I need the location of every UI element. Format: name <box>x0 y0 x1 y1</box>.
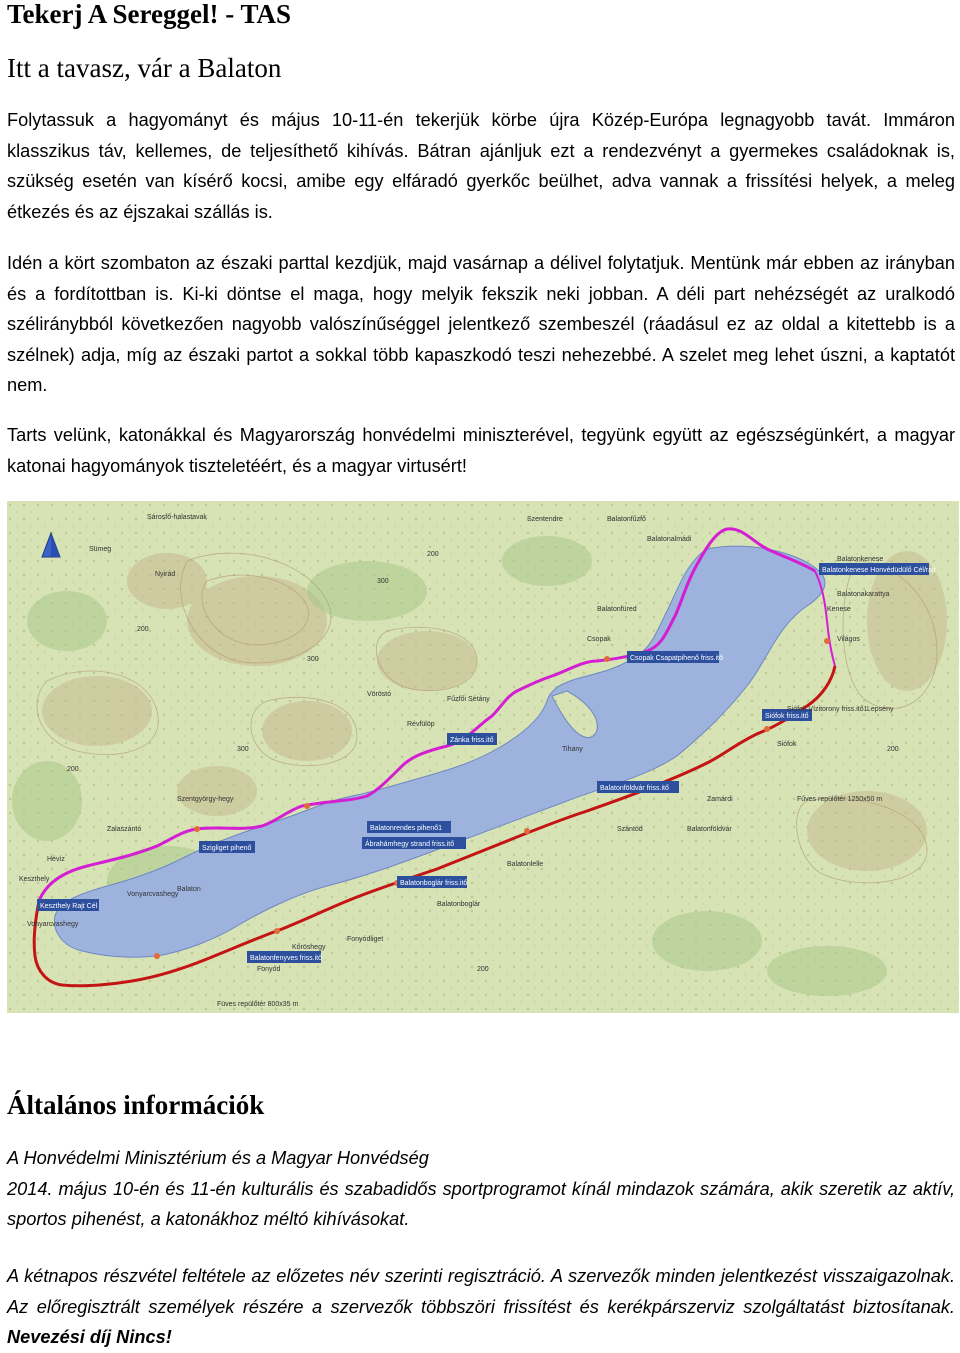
waypoint-flag <box>199 841 255 853</box>
place-label: Tihany <box>562 746 583 753</box>
place-label: Kőröshegy <box>292 944 326 951</box>
place-label: Szántód <box>617 826 643 833</box>
waypoint-label: Keszthely Rajt Cél <box>40 903 98 910</box>
place-label: Siófok <box>777 741 797 748</box>
entry-fee-note: Nevezési díj Nincs! <box>7 1327 172 1347</box>
place-label: Sárosfő-halastavak <box>147 514 207 521</box>
place-label: Révfülöp <box>407 721 435 728</box>
waypoint-flag <box>362 837 466 849</box>
general-info-rest: 2014. május 10-én és 11-én kulturális és szabadidős sportprogramot kínál mindazok számára, akik szeretik az aktív, sportos pihenést, a katonákhoz méltó kihívásokat. <box>7 1178 955 1229</box>
waypoint-flag <box>247 951 322 963</box>
place-label: Balatonkenese <box>837 556 884 563</box>
contour-label: 300 <box>307 656 319 663</box>
contour-label: 200 <box>477 966 489 973</box>
registration-text: A kétnapos részvétel feltétele az előzetes név szerinti regisztráció. A szervezők minden jelentkezést visszaigazolnak. Az előregisztrált személyek részére a szervezők többszöri frissítést és kerékpárszerviz szolgáltatást biztosítanak. <box>7 1266 955 1317</box>
section-heading: Általános információk <box>7 1090 265 1120</box>
place-label: Vonyarcvashegy <box>127 891 179 898</box>
contour-label: 200 <box>137 626 149 633</box>
page-subtitle: Itt a tavasz, vár a Balaton <box>7 53 282 83</box>
contour-label: 200 <box>67 766 79 773</box>
contour-label: 200 <box>427 551 439 558</box>
place-label: Zamárdi <box>707 796 733 803</box>
contour-label: 300 <box>377 578 389 585</box>
waypoint-flag <box>627 651 723 663</box>
place-label: Balatonlelle <box>507 861 544 868</box>
airfield-label: Fűves repülőtér 1250x50 m <box>797 796 883 803</box>
place-label: Balatonalmádi <box>647 536 692 543</box>
place-label: Balatonföldvár <box>687 826 732 833</box>
waypoint-label: Balatonkenese Honvédüdülő Cél/rajt <box>822 567 936 574</box>
registration-paragraph <box>7 1261 955 1353</box>
place-label: Szentgyörgy-hegy <box>177 796 234 803</box>
waypoint-label: Balatonboglár friss.itő <box>400 880 468 887</box>
place-label: Nyirád <box>155 571 176 578</box>
waypoint-flag <box>367 821 451 833</box>
place-label: Fűzfői Sétány <box>447 696 490 703</box>
waypoint-label: Zánka friss.itő <box>450 737 494 744</box>
place-label: Vöröstó <box>367 691 392 698</box>
contour-label: 200 <box>887 746 899 753</box>
general-info-paragraph <box>7 1143 955 1235</box>
place-label: Balatonakarattya <box>837 591 890 598</box>
place-label: Fonyódliget <box>347 936 384 943</box>
waypoint-label: Balatonfenyves friss.itő <box>250 955 322 962</box>
place-label: Sümeg <box>89 546 112 553</box>
place-label: Világos <box>837 636 860 643</box>
place-label: Lepsény <box>867 706 894 713</box>
intro-paragraph-part1: Folytassuk a hagyományt és május 10-11-én tekerjük körbe újra Közép-Európa legnagyobb tavát. Immáron klasszikus táv, kellemes, de teljesíthető kihívás. <box>7 110 955 161</box>
waypoint-label: Ábrahámhegy strand friss.itő <box>365 841 455 848</box>
place-label: Balaton <box>177 886 201 893</box>
place-label: Balatonboglár <box>437 901 481 908</box>
waypoint-label: Szigliget pihenő <box>202 845 252 852</box>
intro-paragraph <box>7 105 955 227</box>
waypoint-label: Siófok friss.itő <box>765 713 809 720</box>
waypoint-flag <box>597 781 679 793</box>
place-label: Keszthely <box>19 876 50 883</box>
waypoint-flag <box>819 563 936 575</box>
place-label: Balatonfüred <box>597 606 637 613</box>
contour-label: 300 <box>237 746 249 753</box>
place-label: Vonyarcvashegy <box>27 921 79 928</box>
airfield-label: Füves repülőtér 800x35 m <box>217 1001 299 1008</box>
page-title: Tekerj A Sereggel! - TAS <box>7 0 291 29</box>
place-label: Siófok Vízitorony friss.itő1 <box>787 706 868 713</box>
place-label: Kenese <box>827 606 851 613</box>
waypoint-label: Balatonrendes pihenő1 <box>370 825 443 832</box>
route-map <box>7 501 959 1013</box>
place-label: Zalaszántó <box>107 826 142 833</box>
route-paragraph: Idén a kört szombaton az északi parttal kezdjük, majd vasárnap a délivel folytatjuk. Mentünk már ebben az irányban és a fordítottban is. Ki-ki döntse el maga, hogy melyik fekszik neki jobban. A déli part nehézségét az uralkodó széliránybból következően nagyobb valószínűséggel jelentkező szembeszél (ráadásul ez az oldal a kitettebb is a szélnek) adja, míg az északi partot a sokkal több kapaszkodó teszi nehezebbé. A szelet meg lehet úszni, a kaptatót nem. <box>7 253 955 395</box>
place-label: Balatonfűzfő <box>607 516 646 523</box>
waypoint-flag <box>447 733 497 745</box>
invite-paragraph: Tarts velünk, katonákkal és Magyarország honvédelmi miniszterével, tegyünk együtt az egészségünkért, a magyar katonai hagyományok tiszteletéért, és a magyar virtusért! <box>7 425 955 476</box>
general-info-first-line: A Honvédelmi Minisztérium és a Magyar Honvédség <box>7 1148 429 1168</box>
place-label: Fonyód <box>257 966 281 973</box>
waypoint-flag <box>397 876 467 888</box>
intro-paragraph-part2: Bátran ajánljuk ezt a rendezvényt a gyermekes családoknak is, szükség esetén van kísérő kocsi, amibe egy elfáradó gyerkőc beülhet, adva vannak a frissítési helyek, a meleg étkezés és az éjszakai szállás is. <box>7 140 955 222</box>
place-label: Szentendre <box>527 516 563 523</box>
waypoint-flag <box>37 899 99 911</box>
waypoint-label: Csopak Csapatpihenő friss.itő <box>630 655 723 662</box>
place-label: Hévíz <box>47 856 65 863</box>
place-label: Csopak <box>587 636 611 643</box>
waypoint-label: Balatonföldvár friss.itő <box>600 785 669 792</box>
